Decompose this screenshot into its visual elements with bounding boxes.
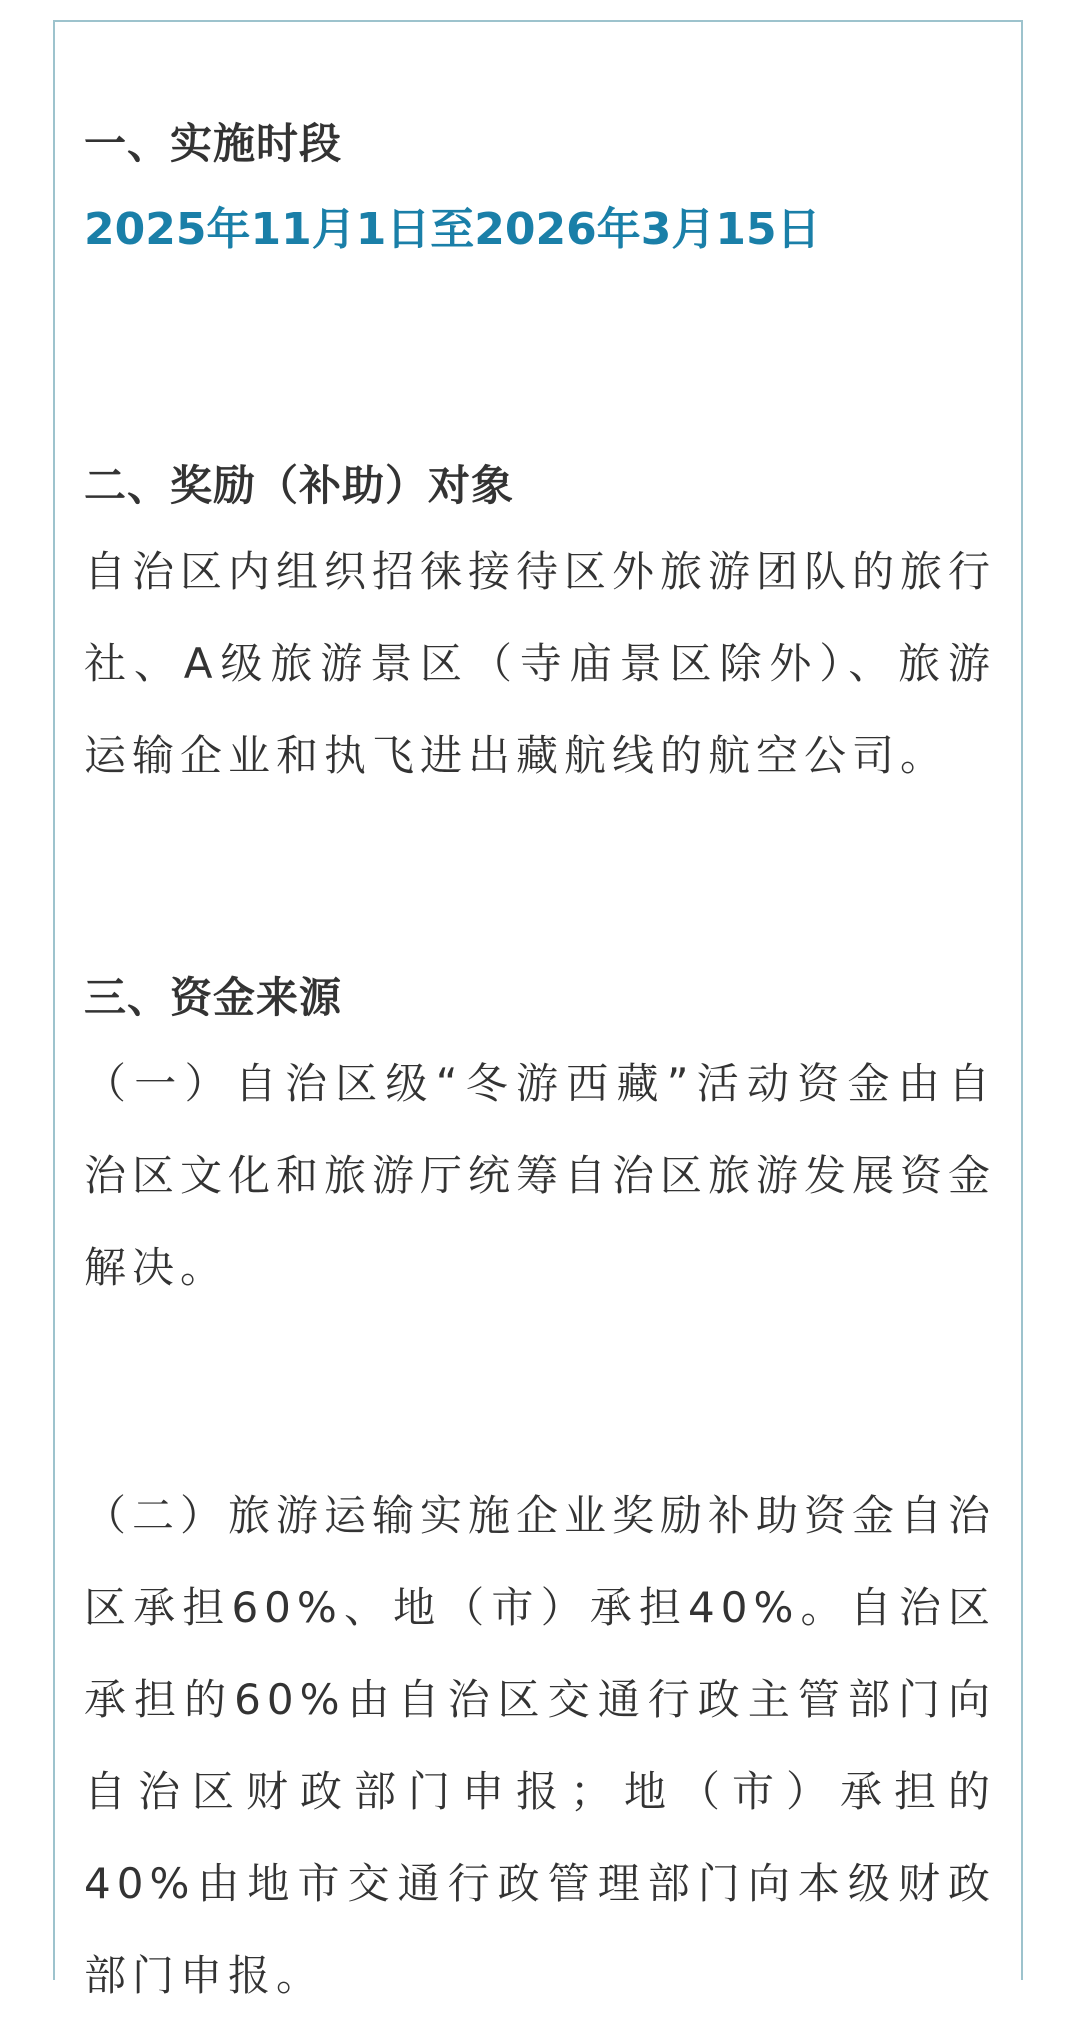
section-heading-period: 一、实施时段 — [84, 119, 343, 168]
article-body — [84, 104, 996, 2022]
targets-paragraph: 自治区内组织招徕接待区外旅游团队的旅行社、A级旅游景区（寺庙景区除外）、旅游运输企业和执飞进出藏航线的航空公司。 — [84, 547, 997, 780]
paragraph-spacer — [84, 1314, 996, 1470]
funding-paragraph-2: （二）旅游运输实施企业奖励补助资金自治区承担60%、地（市）承担40%。自治区承担的60%由自治区交通行政主管部门向自治区财政部门申报；地（市）承担的40%由地市交通行政管理部门向本级财政部门申报。 — [84, 1491, 997, 2000]
funding-paragraph-1: （一）自治区级“冬游西藏”活动资金由自治区文化和旅游厅统筹自治区旅游发展资金解决。 — [84, 1059, 997, 1292]
section-spacer — [84, 802, 996, 958]
section-heading-targets: 二、奖励（补助）对象 — [84, 461, 515, 510]
section-heading-funding: 三、资金来源 — [84, 973, 343, 1022]
section-spacer — [84, 276, 996, 446]
period-dates: 2025年11月1日至2026年3月15日 — [84, 204, 821, 255]
